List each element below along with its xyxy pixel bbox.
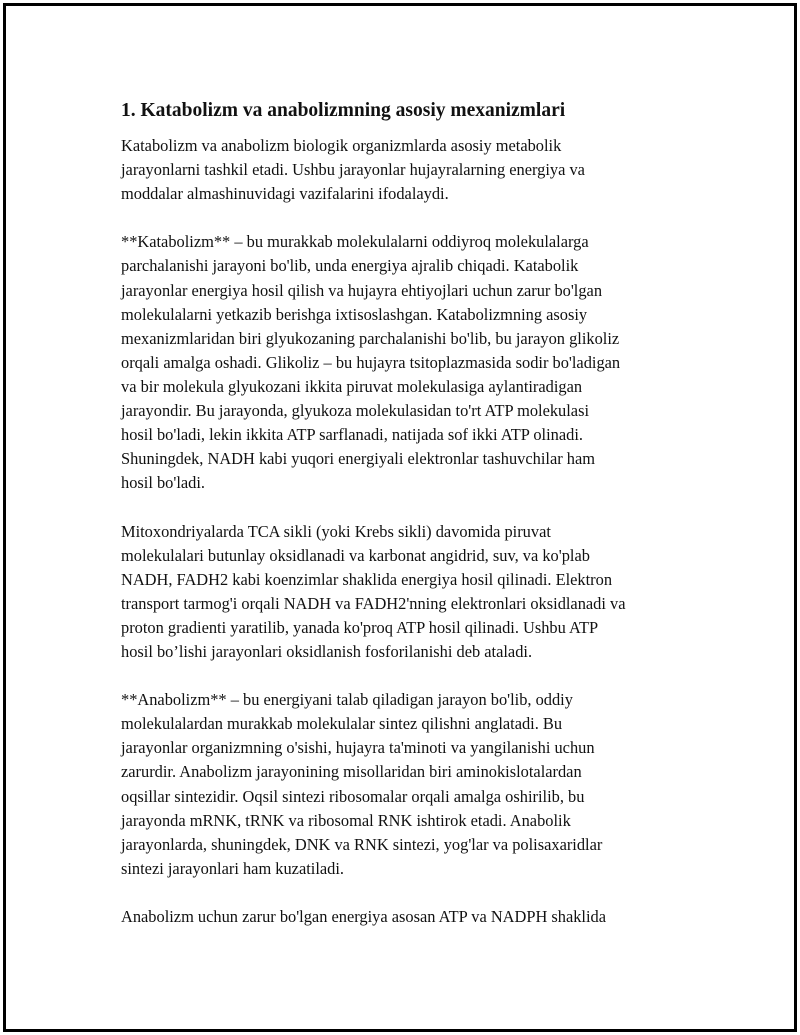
- text-line: oqsillar sintezidir. Oqsil sintezi ribosomalar orqali amalga oshirilib, bu: [121, 786, 585, 806]
- section-heading: 1. Katabolizm va anabolizmning asosiy mexanizmlari: [121, 100, 566, 121]
- text-line: orqali amalga oshadi. Glikoliz – bu hujayra tsitoplazmasida sodir bo'ladigan: [121, 352, 621, 372]
- text-line: Katabolizm va anabolizm biologik organizmlarda asosiy metabolik: [121, 136, 562, 155]
- text-line: jarayonlarni tashkil etadi. Ushbu jarayonlar hujayralarning energiya va: [121, 160, 585, 180]
- text-line: moddalar almashinuvidagi vazifalarini ifodalaydi.: [121, 184, 449, 204]
- text-line: **Anabolizm** – bu energiyani talab qiladigan jarayon bo'lib, oddiy: [121, 690, 573, 710]
- paragraph-anabolism: [121, 688, 701, 881]
- text-line: parchalanishi jarayoni bo'lib, unda energiya ajralib chiqadi. Katabolik: [121, 256, 579, 276]
- text-line: Shuningdek, NADH kabi yuqori energiyali elektronlar tashuvchilar ham: [121, 449, 595, 469]
- text-line: Anabolizm uchun zarur bo'lgan energiya asosan ATP va NADPH shaklida: [121, 907, 607, 926]
- paragraph-krebs-cycle: [121, 520, 701, 665]
- text-line: molekulalardan murakkab molekulalar sintez qilishni anglatadi. Bu: [121, 714, 563, 734]
- text-line: zarurdir. Anabolizm jarayonining misollaridan biri aminokislotalardan: [121, 762, 582, 782]
- page-frame: [3, 3, 797, 1032]
- text-line: hosil bo'ladi.: [121, 473, 205, 493]
- text-line: sintezi jarayonlari ham kuzatiladi.: [121, 858, 345, 878]
- paragraph-intro: [121, 134, 701, 206]
- text-line: va bir molekula glyukozani ikkita piruvat molekulasiga aylantiradigan: [121, 376, 583, 396]
- text-line: jarayonda mRNK, tRNK va ribosomal RNK ishtirok etadi. Anabolik: [121, 810, 571, 830]
- text-line: jarayonlar organizmning o'sishi, hujayra ta'minoti va yangilanishi uchun: [121, 738, 595, 758]
- text-line: hosil bo’lishi jarayonlari oksidlanish fosforilanishi deb ataladi.: [121, 641, 533, 661]
- text-line: **Katabolizm** – bu murakkab molekulalarni oddiyroq molekulalarga: [121, 232, 589, 252]
- text-line: mexanizmlaridan biri glyukozaning parchalanishi bo'lib, bu jarayon glikoliz: [121, 328, 620, 348]
- paragraph-catabolism: [121, 230, 701, 495]
- document-body: [121, 98, 701, 953]
- text-line: molekulalarni yetkazib berishga ixtisoslashgan. Katabolizmning asosiy: [121, 304, 588, 324]
- text-line: transport tarmog'i orqali NADH va FADH2'nning elektronlari oksidlanadi va: [121, 593, 626, 613]
- text-line: jarayonlar energiya hosil qilish va hujayra ehtiyojlari uchun zarur bo'lgan: [121, 280, 603, 300]
- text-line: jarayonlarda, shuningdek, DNK va RNK sintezi, yog'lar va polisaxaridlar: [121, 834, 603, 854]
- text-line: proton gradienti yaratilib, yanada ko'proq ATP hosil qilinadi. Ushbu ATP: [121, 617, 599, 637]
- text-line: NADH, FADH2 kabi koenzimlar shaklida energiya hosil qilinadi. Elektron: [121, 569, 613, 589]
- text-line: Mitoxondriyalarda TCA sikli (yoki Krebs sikli) davomida piruvat: [121, 521, 551, 541]
- text-line: hosil bo'ladi, lekin ikkita ATP sarflanadi, natijada sof ikki ATP olinadi.: [121, 425, 583, 445]
- paragraph-anabolism-energy: [121, 905, 701, 929]
- text-line: jarayondir. Bu jarayonda, glyukoza molekulasidan to'rt ATP molekulasi: [121, 401, 590, 421]
- text-line: molekulalari butunlay oksidlanadi va karbonat angidrid, suv, va ko'plab: [121, 545, 590, 565]
